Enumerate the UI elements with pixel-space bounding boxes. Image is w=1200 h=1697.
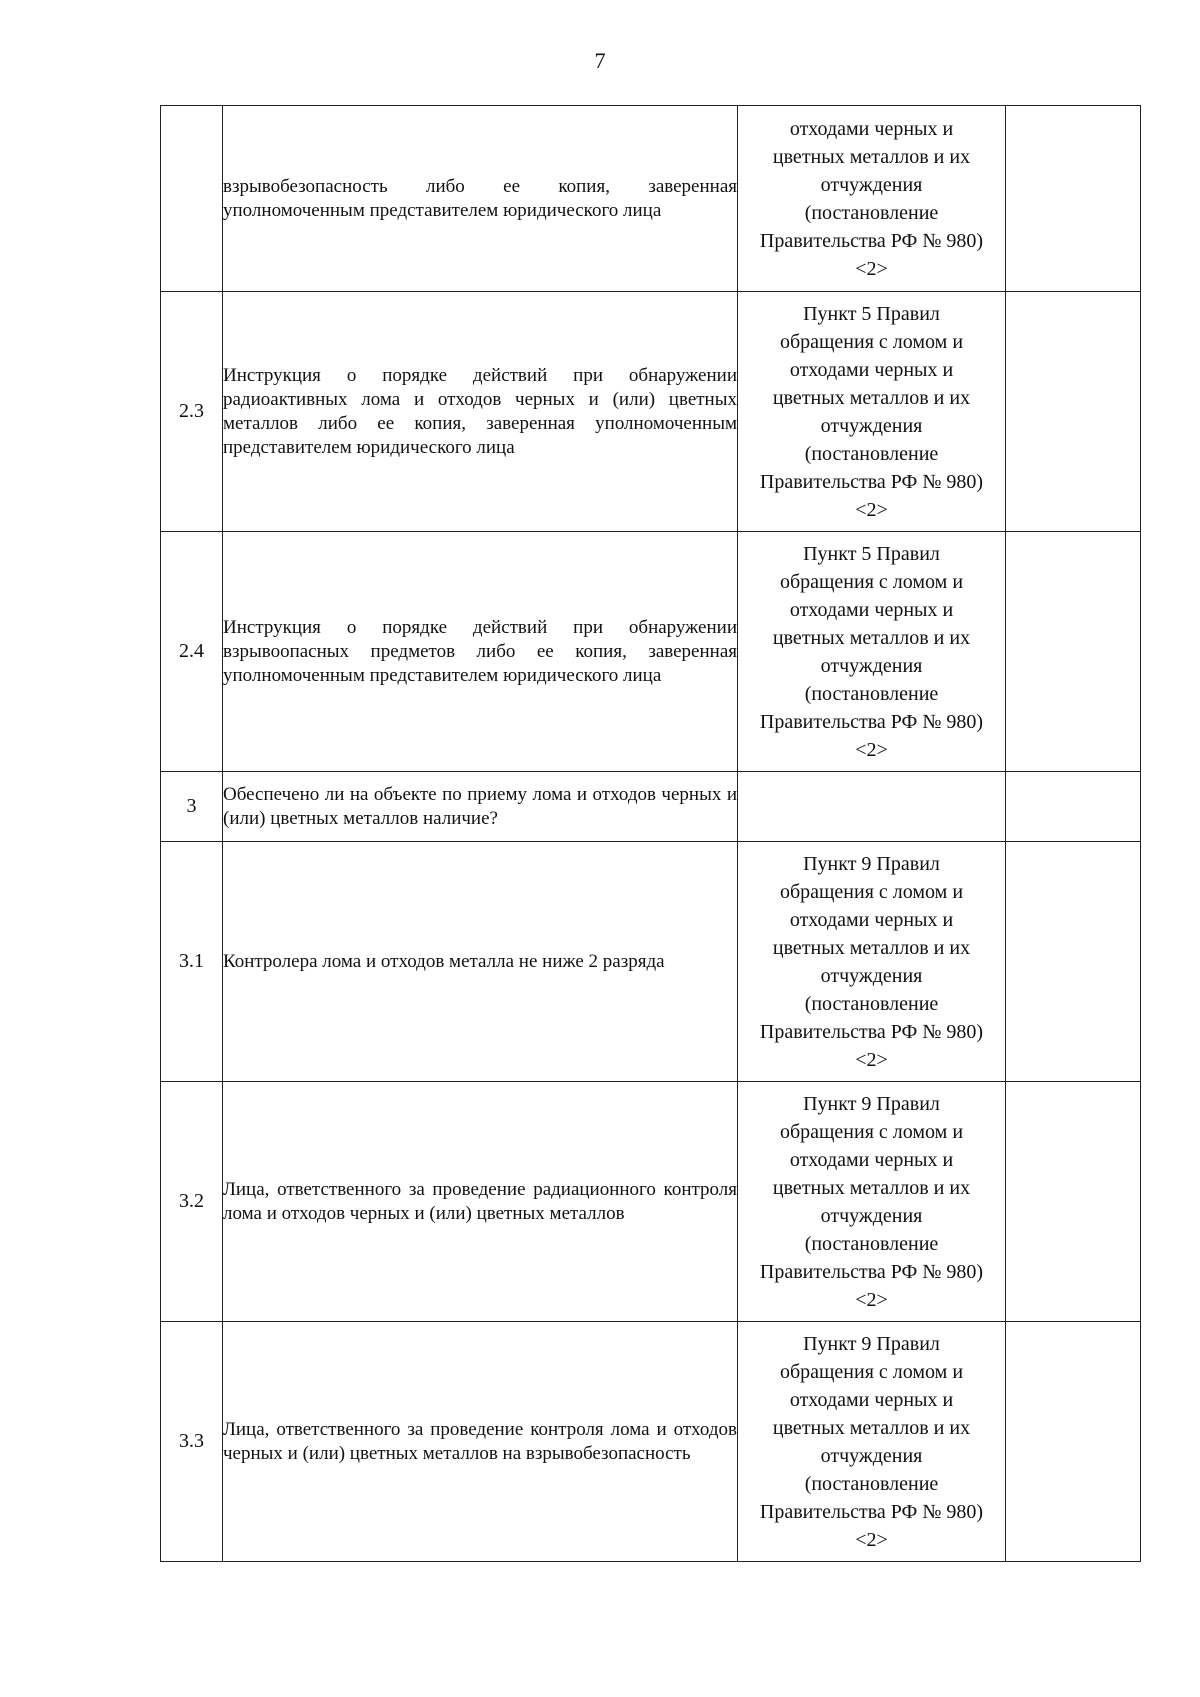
reference-line: (постановление xyxy=(804,1232,939,1255)
reference-line: цветных металлов и их xyxy=(772,386,971,409)
item-requirement xyxy=(223,106,738,292)
item-requirement-text: Инструкция о порядке действий при обнаружении радиоактивных лома и отходов черных и (или) цветных металлов либо ее копия, заверенная уполномоченным представителем юридического лица xyxy=(223,364,737,458)
reference-line: Пункт 5 Правил xyxy=(803,542,940,565)
reference-line: цветных металлов и их xyxy=(772,936,971,959)
reference-line: (постановление xyxy=(804,682,939,705)
item-legal-reference xyxy=(738,106,1006,292)
reference-line: (постановление xyxy=(804,442,939,465)
reference-line: Пункт 5 Правил xyxy=(803,302,940,325)
item-number: 2.3 xyxy=(161,292,223,532)
reference-line: обращения с ломом и xyxy=(779,330,964,353)
item-requirement-text: Контролера лома и отходов металла не ниже 2 разряда xyxy=(223,950,665,972)
table-row xyxy=(161,292,1141,532)
reference-line: цветных металлов и их xyxy=(772,626,971,649)
answer-cell xyxy=(1006,1082,1141,1322)
reference-line: <2> xyxy=(855,1288,888,1311)
reference-line: Правительства РФ № 980) xyxy=(759,470,984,493)
reference-line: Правительства РФ № 980) xyxy=(759,1260,984,1283)
reference-line: отчуждения xyxy=(820,173,923,196)
table-row xyxy=(161,842,1141,1082)
reference-line: (постановление xyxy=(804,1472,939,1495)
reference-line: обращения с ломом и xyxy=(779,1360,964,1383)
reference-line: Правительства РФ № 980) xyxy=(759,229,984,252)
page-number: 7 xyxy=(594,48,606,73)
answer-cell xyxy=(1006,292,1141,532)
reference-line: отчуждения xyxy=(820,964,923,987)
reference-line: Пункт 9 Правил xyxy=(803,852,940,875)
table-row xyxy=(161,1082,1141,1322)
item-legal-reference xyxy=(738,842,1006,1082)
item-requirement xyxy=(223,1082,738,1322)
item-legal-reference xyxy=(738,772,1006,842)
reference-line: отходами черных и xyxy=(789,598,954,621)
table-row xyxy=(161,1322,1141,1562)
item-requirement xyxy=(223,842,738,1082)
answer-cell xyxy=(1006,532,1141,772)
reference-line: <2> xyxy=(855,1048,888,1071)
reference-line: цветных металлов и их xyxy=(772,1416,971,1439)
item-legal-reference xyxy=(738,1082,1006,1322)
reference-line: отходами черных и xyxy=(789,908,954,931)
reference-line: отчуждения xyxy=(820,654,923,677)
item-legal-reference xyxy=(738,292,1006,532)
reference-line: обращения с ломом и xyxy=(779,570,964,593)
reference-line: обращения с ломом и xyxy=(779,880,964,903)
reference-line: отходами черных и xyxy=(789,117,954,140)
reference-line: <2> xyxy=(855,1528,888,1551)
table-row xyxy=(161,106,1141,292)
reference-line: (постановление xyxy=(804,201,939,224)
item-number: 3.3 xyxy=(161,1322,223,1562)
reference-line: цветных металлов и их xyxy=(772,145,971,168)
reference-line: Пункт 9 Правил xyxy=(803,1332,940,1355)
item-requirement xyxy=(223,772,738,842)
reference-line: Правительства РФ № 980) xyxy=(759,1020,984,1043)
reference-line: <2> xyxy=(855,498,888,521)
answer-cell xyxy=(1006,842,1141,1082)
item-number: 2.4 xyxy=(161,532,223,772)
item-requirement-text: Инструкция о порядке действий при обнаружении взрывоопасных предметов либо ее копия, заверенная уполномоченным представителем юридического лица xyxy=(223,616,737,686)
reference-line: отходами черных и xyxy=(789,1388,954,1411)
reference-line: Пункт 9 Правил xyxy=(803,1092,940,1115)
table-row xyxy=(161,532,1141,772)
reference-line: отчуждения xyxy=(820,414,923,437)
checklist-table xyxy=(160,105,1141,1562)
item-number: 3.2 xyxy=(161,1082,223,1322)
reference-line: обращения с ломом и xyxy=(779,1120,964,1143)
reference-line: отчуждения xyxy=(820,1204,923,1227)
item-number: 3 xyxy=(161,772,223,842)
reference-line: отчуждения xyxy=(820,1444,923,1467)
answer-cell xyxy=(1006,106,1141,292)
item-number: 3.1 xyxy=(161,842,223,1082)
item-requirement xyxy=(223,532,738,772)
table-row xyxy=(161,772,1141,842)
item-requirement-text: Лица, ответственного за проведение контроля лома и отходов черных и (или) цветных металлов на взрывобезопасность xyxy=(223,1418,737,1464)
item-legal-reference xyxy=(738,1322,1006,1562)
answer-cell xyxy=(1006,1322,1141,1562)
item-requirement-text: Обеспечено ли на объекте по приему лома и отходов черных и (или) цветных металлов наличие? xyxy=(223,783,737,829)
reference-line: <2> xyxy=(855,257,888,280)
answer-cell xyxy=(1006,772,1141,842)
reference-line: отходами черных и xyxy=(789,1148,954,1171)
reference-line: цветных металлов и их xyxy=(772,1176,971,1199)
item-legal-reference xyxy=(738,532,1006,772)
item-requirement-text: Лица, ответственного за проведение радиационного контроля лома и отходов черных и (или) цветных металлов xyxy=(223,1178,737,1224)
item-requirement xyxy=(223,292,738,532)
reference-line: (постановление xyxy=(804,992,939,1015)
reference-line: отходами черных и xyxy=(789,358,954,381)
reference-line: <2> xyxy=(855,738,888,761)
reference-line: Правительства РФ № 980) xyxy=(759,1500,984,1523)
reference-line: Правительства РФ № 980) xyxy=(759,710,984,733)
item-requirement xyxy=(223,1322,738,1562)
item-number xyxy=(161,106,223,292)
item-requirement-text: взрывобезопасность либо ее копия, заверенная уполномоченным представителем юридического лица xyxy=(223,175,737,221)
